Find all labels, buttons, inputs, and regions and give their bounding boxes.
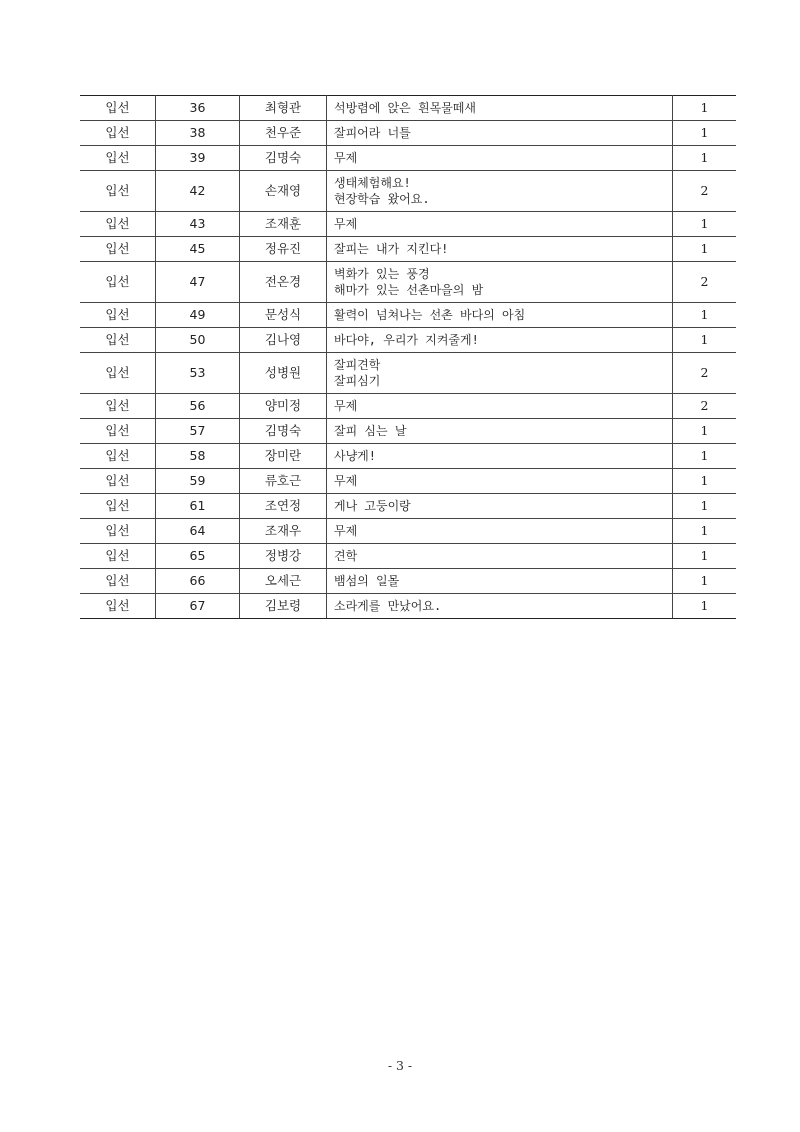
entry-number-cell: 50	[156, 328, 240, 353]
count-cell: 2	[673, 171, 737, 212]
entry-number-cell: 43	[156, 212, 240, 237]
entry-number-cell: 38	[156, 121, 240, 146]
award-results-body	[80, 96, 736, 619]
table-row	[80, 328, 736, 353]
entry-number-cell: 49	[156, 303, 240, 328]
table-row	[80, 494, 736, 519]
count-cell: 1	[673, 303, 737, 328]
count-cell: 1	[673, 469, 737, 494]
count-cell: 2	[673, 262, 737, 303]
table-row	[80, 544, 736, 569]
entry-number-cell: 64	[156, 519, 240, 544]
award-cell: 입선	[80, 594, 156, 619]
work-title: 무제	[334, 474, 358, 488]
table-row	[80, 444, 736, 469]
work-title: 잘피견학	[334, 358, 381, 372]
entry-number-cell: 56	[156, 394, 240, 419]
work-title: 잘피어라 너틀	[334, 126, 411, 140]
work-title: 잘피심기	[334, 374, 381, 388]
count-cell: 1	[673, 494, 737, 519]
work-title: 현장학습 왔어요.	[334, 192, 430, 206]
entry-number-cell: 57	[156, 419, 240, 444]
table-row	[80, 262, 736, 303]
name-cell: 김보령	[240, 594, 327, 619]
count-cell: 1	[673, 519, 737, 544]
work-title: 무제	[334, 217, 358, 231]
name-cell: 조연정	[240, 494, 327, 519]
name-cell: 최형관	[240, 96, 327, 121]
entry-number-cell: 59	[156, 469, 240, 494]
entry-number-cell: 66	[156, 569, 240, 594]
name-cell: 성병원	[240, 353, 327, 394]
work-title: 활력이 넘쳐나는 선촌 바다의 아침	[334, 308, 526, 322]
award-cell: 입선	[80, 96, 156, 121]
count-cell: 1	[673, 121, 737, 146]
count-cell: 1	[673, 96, 737, 121]
work-title: 생태체험해요!	[334, 176, 411, 190]
work-title: 해마가 있는 선촌마을의 밤	[334, 283, 484, 297]
title-cell	[327, 146, 673, 171]
work-title: 게나 고둥이랑	[334, 499, 411, 513]
count-cell: 1	[673, 444, 737, 469]
work-title: 견학	[334, 549, 358, 563]
page-number: - 3 -	[387, 1058, 413, 1073]
title-cell	[327, 494, 673, 519]
name-cell: 양미정	[240, 394, 327, 419]
title-cell	[327, 569, 673, 594]
table-row	[80, 303, 736, 328]
name-cell: 조재우	[240, 519, 327, 544]
work-title: 석방렴에 앉은 흰목물떼새	[334, 101, 476, 115]
entry-number-cell: 36	[156, 96, 240, 121]
table-row	[80, 353, 736, 394]
title-cell	[327, 419, 673, 444]
table-row	[80, 569, 736, 594]
title-cell	[327, 594, 673, 619]
work-title: 뱀섬의 일몰	[334, 574, 400, 588]
count-cell: 1	[673, 544, 737, 569]
award-results-table	[80, 95, 736, 619]
name-cell: 조재훈	[240, 212, 327, 237]
table-row	[80, 146, 736, 171]
name-cell: 정유진	[240, 237, 327, 262]
entry-number-cell: 58	[156, 444, 240, 469]
work-title: 잘피 심는 날	[334, 424, 407, 438]
award-cell: 입선	[80, 121, 156, 146]
award-cell: 입선	[80, 419, 156, 444]
award-cell: 입선	[80, 394, 156, 419]
title-cell	[327, 121, 673, 146]
award-cell: 입선	[80, 569, 156, 594]
award-cell: 입선	[80, 469, 156, 494]
award-cell: 입선	[80, 519, 156, 544]
award-cell: 입선	[80, 212, 156, 237]
award-cell: 입선	[80, 444, 156, 469]
title-cell	[327, 237, 673, 262]
award-cell: 입선	[80, 303, 156, 328]
count-cell: 1	[673, 569, 737, 594]
title-cell	[327, 444, 673, 469]
award-cell: 입선	[80, 262, 156, 303]
work-title: 바다야, 우리가 지켜줄게!	[334, 333, 479, 347]
table-row	[80, 237, 736, 262]
name-cell: 천우준	[240, 121, 327, 146]
title-cell	[327, 303, 673, 328]
table-row	[80, 121, 736, 146]
entry-number-cell: 53	[156, 353, 240, 394]
entry-number-cell: 42	[156, 171, 240, 212]
table-row	[80, 96, 736, 121]
award-cell: 입선	[80, 544, 156, 569]
count-cell: 1	[673, 212, 737, 237]
name-cell: 오세근	[240, 569, 327, 594]
name-cell: 손재영	[240, 171, 327, 212]
title-cell	[327, 394, 673, 419]
count-cell: 2	[673, 394, 737, 419]
title-cell	[327, 519, 673, 544]
entry-number-cell: 47	[156, 262, 240, 303]
table-row	[80, 469, 736, 494]
title-cell	[327, 353, 673, 394]
title-cell	[327, 328, 673, 353]
name-cell: 김명숙	[240, 146, 327, 171]
name-cell: 장미란	[240, 444, 327, 469]
table-row	[80, 212, 736, 237]
table-row	[80, 394, 736, 419]
entry-number-cell: 39	[156, 146, 240, 171]
title-cell	[327, 544, 673, 569]
work-title: 소라게를 만났어요.	[334, 599, 442, 613]
name-cell: 류호근	[240, 469, 327, 494]
title-cell	[327, 96, 673, 121]
award-cell: 입선	[80, 328, 156, 353]
work-title: 무제	[334, 524, 358, 538]
award-cell: 입선	[80, 146, 156, 171]
entry-number-cell: 65	[156, 544, 240, 569]
award-cell: 입선	[80, 237, 156, 262]
count-cell: 1	[673, 328, 737, 353]
table-row	[80, 171, 736, 212]
count-cell: 1	[673, 146, 737, 171]
work-title: 잘피는 내가 지킨다!	[334, 242, 449, 256]
table-row	[80, 419, 736, 444]
title-cell	[327, 469, 673, 494]
name-cell: 전온경	[240, 262, 327, 303]
table-row	[80, 594, 736, 619]
award-cell: 입선	[80, 171, 156, 212]
name-cell: 정병강	[240, 544, 327, 569]
name-cell: 김나영	[240, 328, 327, 353]
work-title: 벽화가 있는 풍경	[334, 267, 430, 281]
entry-number-cell: 67	[156, 594, 240, 619]
work-title: 사냥게!	[334, 449, 377, 463]
name-cell: 김명숙	[240, 419, 327, 444]
title-cell	[327, 171, 673, 212]
count-cell: 1	[673, 594, 737, 619]
count-cell: 2	[673, 353, 737, 394]
award-cell: 입선	[80, 353, 156, 394]
title-cell	[327, 212, 673, 237]
name-cell: 문성식	[240, 303, 327, 328]
count-cell: 1	[673, 419, 737, 444]
entry-number-cell: 45	[156, 237, 240, 262]
title-cell	[327, 262, 673, 303]
work-title: 무제	[334, 399, 358, 413]
count-cell: 1	[673, 237, 737, 262]
table-row	[80, 519, 736, 544]
work-title: 무제	[334, 151, 358, 165]
award-cell: 입선	[80, 494, 156, 519]
entry-number-cell: 61	[156, 494, 240, 519]
